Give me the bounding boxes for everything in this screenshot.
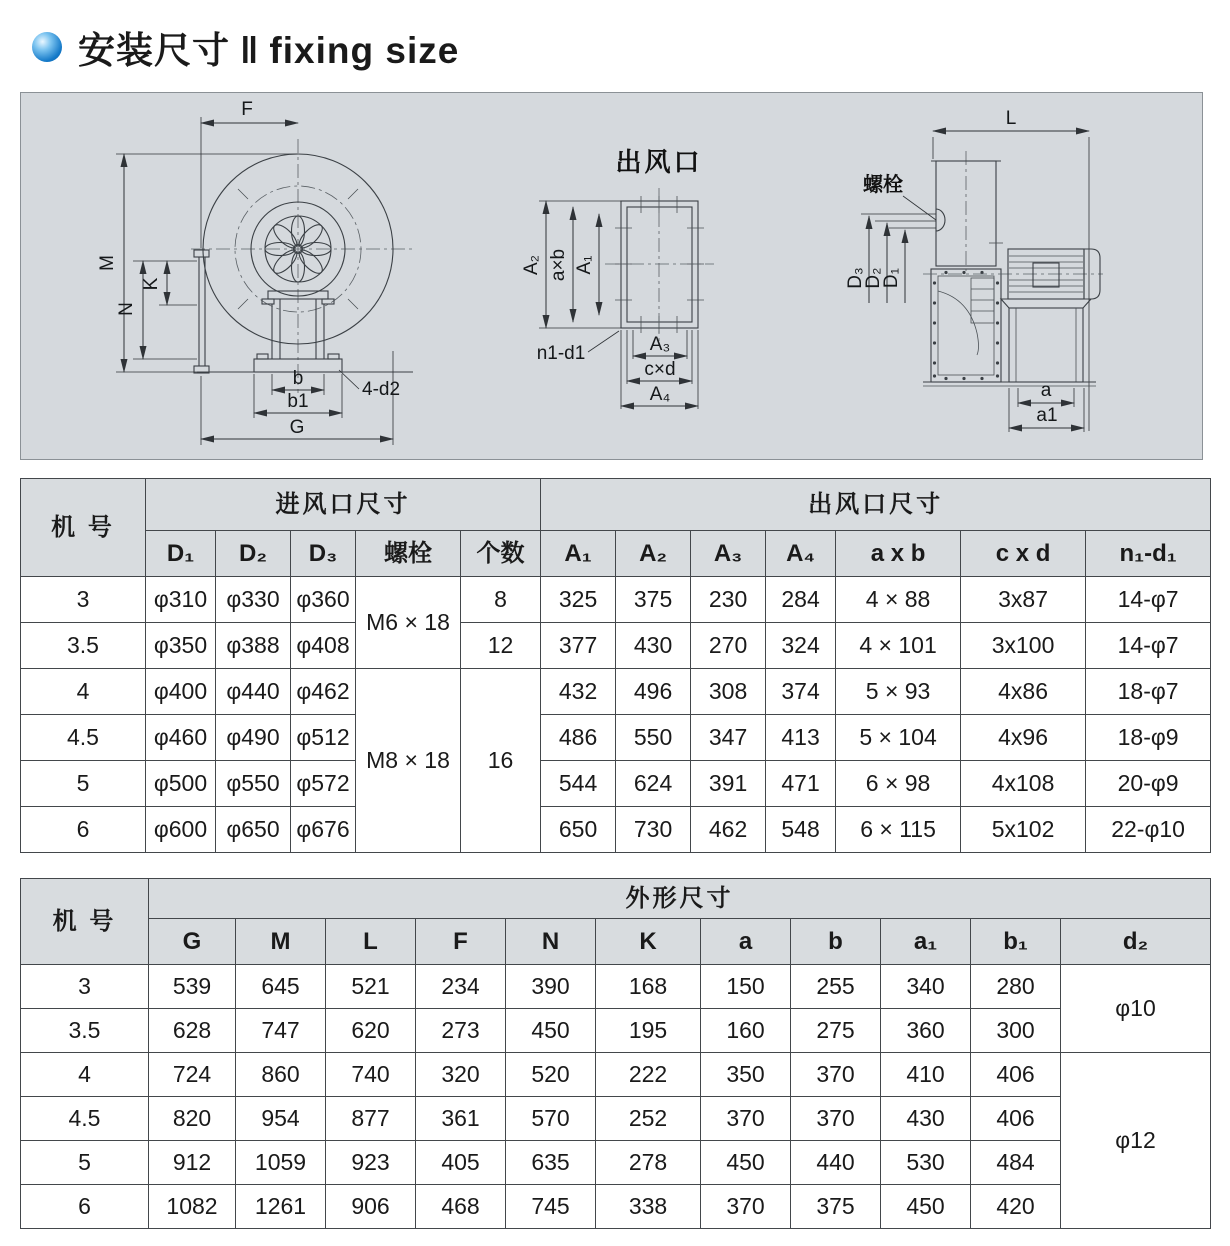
dim-A2-label: A₂ <box>521 254 542 276</box>
table-cell: 284 <box>766 577 836 623</box>
table-row <box>21 577 1211 623</box>
col-header-d2: d₂ <box>1061 919 1211 965</box>
table-cell: φ350 <box>146 623 216 669</box>
table-cell: 468 <box>416 1185 506 1229</box>
table-header-row <box>21 879 1211 919</box>
table-row <box>21 715 1211 761</box>
table-cell: 375 <box>791 1185 881 1229</box>
table-cell: 544 <box>541 761 616 807</box>
table-cell: φ462 <box>291 669 356 715</box>
table-cell: 650 <box>541 807 616 853</box>
table-cell: 410 <box>881 1053 971 1097</box>
table-cell: 275 <box>791 1009 881 1053</box>
dim-N-label: N <box>116 302 137 316</box>
table-cell: 1082 <box>149 1185 236 1229</box>
technical-drawing-panel <box>20 92 1203 460</box>
table-cell: 486 <box>541 715 616 761</box>
title-divider: ‖ <box>240 30 260 71</box>
table-cell: 6 <box>21 807 146 853</box>
table-cell: 521 <box>326 965 416 1009</box>
col-header-D2: D₂ <box>216 531 291 577</box>
table-cell: 14-φ7 <box>1086 623 1211 669</box>
table-cell: 624 <box>616 761 691 807</box>
dim-A3-label: A₃ <box>649 334 671 355</box>
col-header-machine-no: 机 号 <box>21 879 149 965</box>
table-cell: 3x87 <box>961 577 1086 623</box>
table-cell: φ550 <box>216 761 291 807</box>
table-cell: 1261 <box>236 1185 326 1229</box>
col-header-axb: a x b <box>836 531 961 577</box>
table-cell: 6 × 115 <box>836 807 961 853</box>
table-cell: 18-φ7 <box>1086 669 1211 715</box>
dim-D1-label: D₁ <box>881 267 902 289</box>
table-cell: 22-φ10 <box>1086 807 1211 853</box>
table-cell: 222 <box>596 1053 701 1097</box>
title-en: fixing size <box>269 30 460 71</box>
table-cell: 496 <box>616 669 691 715</box>
table-cell: 347 <box>691 715 766 761</box>
table-cell: 570 <box>506 1097 596 1141</box>
fan-front-view-drawing <box>21 93 501 459</box>
table-cell: 14-φ7 <box>1086 577 1211 623</box>
table-cell: 730 <box>616 807 691 853</box>
col-header-bolt: 螺栓 <box>356 531 461 577</box>
bolt-hole-ticks <box>615 196 704 333</box>
table-cell: 370 <box>701 1185 791 1229</box>
table-cell: 450 <box>881 1185 971 1229</box>
table-cell: 8 <box>461 577 541 623</box>
table-cell: 4x86 <box>961 669 1086 715</box>
table-cell: 3.5 <box>21 623 146 669</box>
table-cell: φ400 <box>146 669 216 715</box>
group-header-outlet: 出风口尺寸 <box>541 479 1211 531</box>
col-header-K: K <box>596 919 701 965</box>
table-cell: 308 <box>691 669 766 715</box>
callout-n1-d1-label: n1-d1 <box>536 343 586 364</box>
table-row <box>21 1053 1211 1097</box>
dim-D2-label: D₂ <box>863 267 884 289</box>
dim-K-label: K <box>141 277 162 291</box>
table-cell: 450 <box>506 1009 596 1053</box>
dim-F-label: F <box>241 99 253 120</box>
table-cell: 374 <box>766 669 836 715</box>
table-cell: 252 <box>596 1097 701 1141</box>
table-cell: M6 × 18 <box>356 577 461 669</box>
table-cell: 877 <box>326 1097 416 1141</box>
table-cell: 635 <box>506 1141 596 1185</box>
table-cell: 3.5 <box>21 1009 149 1053</box>
table-cell: 548 <box>766 807 836 853</box>
table-cell: φ676 <box>291 807 356 853</box>
col-header-N: N <box>506 919 596 965</box>
table-cell: 420 <box>971 1185 1061 1229</box>
table-cell: 6 × 98 <box>836 761 961 807</box>
table-cell: 906 <box>326 1185 416 1229</box>
dim-M-label: M <box>97 255 118 271</box>
table-cell: 375 <box>616 577 691 623</box>
table-cell: 370 <box>701 1097 791 1141</box>
table-cell: φ12 <box>1061 1053 1211 1229</box>
callout-4-d2-label: 4-d2 <box>362 379 401 400</box>
table-cell: φ600 <box>146 807 216 853</box>
col-header-L: L <box>326 919 416 965</box>
table-row <box>21 1185 1211 1229</box>
table-cell: 747 <box>236 1009 326 1053</box>
table-cell: φ512 <box>291 715 356 761</box>
table-cell: 620 <box>326 1009 416 1053</box>
table-cell: 912 <box>149 1141 236 1185</box>
dim-a-label: a <box>1040 380 1052 401</box>
table-cell: 280 <box>971 965 1061 1009</box>
col-header-A4: A₄ <box>766 531 836 577</box>
table-cell: 4 × 101 <box>836 623 961 669</box>
outlet-title: 出风口 <box>615 147 703 177</box>
table-cell: 745 <box>506 1185 596 1229</box>
table-cell: 530 <box>881 1141 971 1185</box>
table-cell: φ360 <box>291 577 356 623</box>
table-row <box>21 807 1211 853</box>
table-cell: 413 <box>766 715 836 761</box>
table-row <box>21 1009 1211 1053</box>
table-cell: 4 <box>21 669 146 715</box>
table-cell: 954 <box>236 1097 326 1141</box>
table-cell: 18-φ9 <box>1086 715 1211 761</box>
table-cell: 168 <box>596 965 701 1009</box>
table-row <box>21 1141 1211 1185</box>
table-cell: 5 <box>21 1141 149 1185</box>
col-header-M: M <box>236 919 326 965</box>
flange-bolt-dots <box>933 271 999 380</box>
group-header-inlet: 进风口尺寸 <box>146 479 541 531</box>
table-cell: 234 <box>416 965 506 1009</box>
col-header-D3: D₃ <box>291 531 356 577</box>
table-cell: 405 <box>416 1141 506 1185</box>
col-header-b1: b₁ <box>971 919 1061 965</box>
table-cell: 440 <box>791 1141 881 1185</box>
table-cell: 539 <box>149 965 236 1009</box>
table-cell: φ440 <box>216 669 291 715</box>
fan-side-view-drawing <box>831 93 1204 459</box>
table-cell: 462 <box>691 807 766 853</box>
table-row <box>21 761 1211 807</box>
table-cell: 300 <box>971 1009 1061 1053</box>
col-header-F: F <box>416 919 506 965</box>
col-header-A2: A₂ <box>616 531 691 577</box>
col-header-D1: D₁ <box>146 531 216 577</box>
page-title <box>32 20 459 74</box>
table-cell: 150 <box>701 965 791 1009</box>
table-cell: φ650 <box>216 807 291 853</box>
table-cell: 370 <box>791 1053 881 1097</box>
table-cell: 430 <box>616 623 691 669</box>
table-cell: 923 <box>326 1141 416 1185</box>
table-cell: φ408 <box>291 623 356 669</box>
inlet-outlet-dimensions-table <box>20 478 1211 853</box>
table-row <box>21 669 1211 715</box>
table-cell: φ10 <box>1061 965 1211 1053</box>
table-cell: 270 <box>691 623 766 669</box>
table-cell: φ388 <box>216 623 291 669</box>
table-cell: 160 <box>701 1009 791 1053</box>
table-cell: 4 × 88 <box>836 577 961 623</box>
table-cell: 1059 <box>236 1141 326 1185</box>
title-zh: 安装尺寸 <box>78 30 230 71</box>
table-cell: 390 <box>506 965 596 1009</box>
table-cell: 3 <box>21 965 149 1009</box>
table-cell: 340 <box>881 965 971 1009</box>
table-cell: 5 <box>21 761 146 807</box>
table-cell: 4x108 <box>961 761 1086 807</box>
table-cell: 195 <box>596 1009 701 1053</box>
table-cell: 406 <box>971 1097 1061 1141</box>
table-subheader-row <box>21 919 1211 965</box>
table-cell: 520 <box>506 1053 596 1097</box>
col-header-machine-no: 机 号 <box>21 479 146 577</box>
dim-axb-label: a×b <box>548 248 569 282</box>
table-cell: 6 <box>21 1185 149 1229</box>
col-header-n1d1: n₁-d₁ <box>1086 531 1211 577</box>
col-header-G: G <box>149 919 236 965</box>
bolt-callout-label: 螺栓 <box>863 174 903 196</box>
overall-dimensions-table <box>20 878 1211 1229</box>
group-header-outline: 外形尺寸 <box>149 879 1211 919</box>
table-cell: φ310 <box>146 577 216 623</box>
table-cell: 4.5 <box>21 715 146 761</box>
table-cell: 324 <box>766 623 836 669</box>
table-cell: 5 × 104 <box>836 715 961 761</box>
dim-D3-label: D₃ <box>845 267 866 289</box>
table-cell: 16 <box>461 669 541 853</box>
table-cell: 4 <box>21 1053 149 1097</box>
table-cell: 20-φ9 <box>1086 761 1211 807</box>
table-cell: 230 <box>691 577 766 623</box>
table-cell: 860 <box>236 1053 326 1097</box>
table-cell: 406 <box>971 1053 1061 1097</box>
table-cell: 645 <box>236 965 326 1009</box>
table-cell: φ500 <box>146 761 216 807</box>
table-cell: 391 <box>691 761 766 807</box>
table-cell: 724 <box>149 1053 236 1097</box>
col-header-cxd: c x d <box>961 531 1086 577</box>
table-cell: 5 × 93 <box>836 669 961 715</box>
table-row <box>21 1097 1211 1141</box>
table-cell: φ572 <box>291 761 356 807</box>
table-cell: 5x102 <box>961 807 1086 853</box>
table-cell: 432 <box>541 669 616 715</box>
col-header-a: a <box>701 919 791 965</box>
table-cell: φ490 <box>216 715 291 761</box>
table-cell: 4.5 <box>21 1097 149 1141</box>
col-header-a1: a₁ <box>881 919 971 965</box>
col-header-b: b <box>791 919 881 965</box>
table-cell: 370 <box>791 1097 881 1141</box>
table-cell: 350 <box>701 1053 791 1097</box>
table-cell: 360 <box>881 1009 971 1053</box>
dim-b1-label: b1 <box>287 391 309 412</box>
page-title-text <box>78 20 459 74</box>
table-row <box>21 623 1211 669</box>
dim-cxd-label: c×d <box>644 359 676 380</box>
dim-L-label: L <box>1005 108 1017 129</box>
table-row <box>21 965 1211 1009</box>
table-cell: φ460 <box>146 715 216 761</box>
table-cell: 377 <box>541 623 616 669</box>
col-header-A1: A₁ <box>541 531 616 577</box>
table-cell: 550 <box>616 715 691 761</box>
table-cell: 740 <box>326 1053 416 1097</box>
table-cell: 628 <box>149 1009 236 1053</box>
table-cell: 255 <box>791 965 881 1009</box>
table-cell: 430 <box>881 1097 971 1141</box>
table-cell: φ330 <box>216 577 291 623</box>
table-cell: 361 <box>416 1097 506 1141</box>
table-cell: M8 × 18 <box>356 669 461 853</box>
table-cell: 484 <box>971 1141 1061 1185</box>
col-header-qty: 个数 <box>461 531 541 577</box>
dim-b-label: b <box>292 368 304 389</box>
dim-G-label: G <box>289 417 305 438</box>
table-cell: 320 <box>416 1053 506 1097</box>
table-cell: 471 <box>766 761 836 807</box>
dim-A4-label: A₄ <box>649 384 671 405</box>
table-cell: 12 <box>461 623 541 669</box>
table-subheader-row <box>21 531 1211 577</box>
table-cell: 278 <box>596 1141 701 1185</box>
table-cell: 450 <box>701 1141 791 1185</box>
table-header-row <box>21 479 1211 531</box>
col-header-A3: A₃ <box>691 531 766 577</box>
table-cell: 4x96 <box>961 715 1086 761</box>
table-cell: 338 <box>596 1185 701 1229</box>
table-cell: 3x100 <box>961 623 1086 669</box>
dim-a1-label: a1 <box>1036 405 1058 426</box>
table-cell: 273 <box>416 1009 506 1053</box>
outlet-view-drawing <box>501 93 831 459</box>
dim-A1-label: A₁ <box>574 255 595 275</box>
table-cell: 3 <box>21 577 146 623</box>
blue-bullet-icon <box>32 32 62 62</box>
table-cell: 325 <box>541 577 616 623</box>
table-cell: 820 <box>149 1097 236 1141</box>
